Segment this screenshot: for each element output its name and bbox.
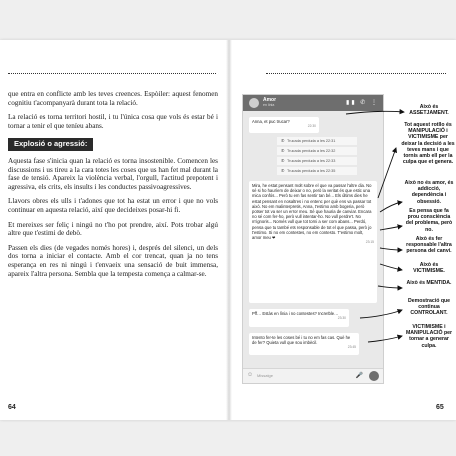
missed-call-text: Trucada perduda a les 22:31 [287, 139, 336, 143]
missed-call-text: Trucada perduda a les 22:33 [287, 159, 336, 163]
message-input-placeholder: Missatge [257, 373, 274, 378]
right-page [228, 40, 456, 420]
annotation-text: Tot aquest rotllo és MANIPULACIÓ i VICTIMISME per deixar la decisió a les teves mans i que tornis amb ell per la culpa que et genera. [401, 122, 455, 166]
phone-icon: ✆ [281, 149, 285, 153]
phone-icon: ✆ [281, 159, 285, 163]
message-text: Intento fer-te les coses bé i tu no em fas cas. Què he de fer? Quieta vull que sou imbècil. [252, 335, 351, 346]
paragraph: La relació es torna territori hostil, i tu l'única cosa que vols és estar bé i tornar a tenir el que teníeu abans. [8, 113, 218, 130]
annotation-text: Es pensa que fa prou consciència del problema, però no. [405, 208, 453, 233]
message-text: Pff… Estàs en línia i no contestes? Increïble… [252, 311, 339, 316]
arrow [368, 336, 402, 342]
annotation-text: Això és VICTIMISME. [413, 262, 445, 275]
paragraph: Passen els dies (de vegades només hores) i, després del silenci, un dels dos torna a iniciar el contacte. Amb el cor trencat, quan ja no tens esperança en res ni ningú i t'envaeix una sensació de buit immensa, apareix l'altra persona. Sembla que la tempesta comença a calmar-se. [8, 243, 218, 278]
contact-status: en línia [263, 103, 275, 107]
paragraph: Llavors obres els ulls i t'adones que tot ha estat un error i que no vols continuar en aquesta relació, així que decideixes posar-hi fi. [8, 197, 218, 214]
paragraph: que entra en conflicte amb les teves creences. Espòiler: aquest fenomen cognitiu t'acompanyarà durant tota la relació. [8, 90, 218, 107]
phone-icon: ✆ [281, 139, 285, 143]
top-dotted-rule [8, 73, 216, 74]
paragraph: Et mereixes ser feliç i ningú no t'ho pot prendre, així. Pots trobar algú altre que t'estimi de debò. [8, 220, 218, 238]
message-time: 23:30 [337, 316, 346, 321]
arrow [380, 202, 402, 212]
phone-icon: ✆ [281, 169, 285, 173]
left-body-text [8, 90, 218, 284]
arrow [380, 226, 402, 230]
emoji-icon: ☺ [247, 372, 254, 378]
contact-name: Amor [263, 97, 277, 103]
arrow [378, 148, 396, 198]
message-text: Anna, et puc trucar? [252, 119, 290, 124]
message-time: 23:15 [365, 240, 374, 245]
message-time: 22:30 [307, 124, 316, 129]
annotation-text: VICTIMISME i MANIPULACIÓ per tornar a generar culpa. [405, 324, 453, 349]
book-spread [0, 40, 456, 420]
section-heading: Explosió o agressió: [8, 138, 93, 151]
left-page [0, 40, 228, 420]
message-text: Mira, he estat pensant molt sobre el que va passar l'altre dia. No sé si ho hauríem de deixar o no, però la veritat és que estic una mica confós... Però tu em fas sentir tan bé... Els últims dies he estat pensant en nosaltres i no entenc per què ens va passar tot això. No em malinterpretis, Anna, t'estimo amb bogeria, però potser tot va ser un error meu. Sé que hauria de canviar. Encara no sé com fer-ho, però vull intentar-ho. No vull perdre't. No m'ignoris... Només vull que tot torni a ser com abans... Perdó, pensa que tu també ets responsable de tot el que passa, però jo t'estimo. Si no em contestes, no em contesto. T'estimo molt, amor meu ❤ [252, 183, 372, 241]
annotation-text: Això no és amor, és addicció, dependència i obsessió. [404, 180, 454, 205]
arrow [380, 264, 402, 270]
arrow [360, 310, 402, 318]
message-time: 23:45 [347, 345, 356, 350]
arrow [380, 248, 402, 250]
annotation-text: Demostració que continua CONTROLANT. [407, 298, 451, 317]
paragraph: Aquesta fase s'inicia quan la relació es torna insostenible. Comencen les discussions i us tireu a la cara totes les coses que us han fet mal durant la fase de tensió. Apareix la violència verbal, l'orgull, l'actitud prepotent i agressiva, els crits, els insults i les conductes passivoagressives. [8, 156, 218, 191]
annotation-text: Això és ASSETJAMENT. [409, 104, 449, 117]
annotation-text: Això és MENTIDA. [406, 280, 452, 286]
page-number-left: 64 [8, 404, 16, 411]
annotation-text: Això és fer responsable l'altra persona del canvi. [406, 236, 452, 255]
header-action-icons: ▮▮ ✆ ⋮ [346, 100, 379, 106]
missed-call-text: Trucada perduda a les 22:32 [287, 149, 336, 153]
missed-call-text: Trucada perduda a les 22:35 [287, 169, 336, 173]
page-number-right: 65 [436, 404, 444, 411]
arrow [378, 286, 402, 288]
arrow [346, 111, 404, 114]
microphone-icon: 🎤 [355, 373, 363, 379]
